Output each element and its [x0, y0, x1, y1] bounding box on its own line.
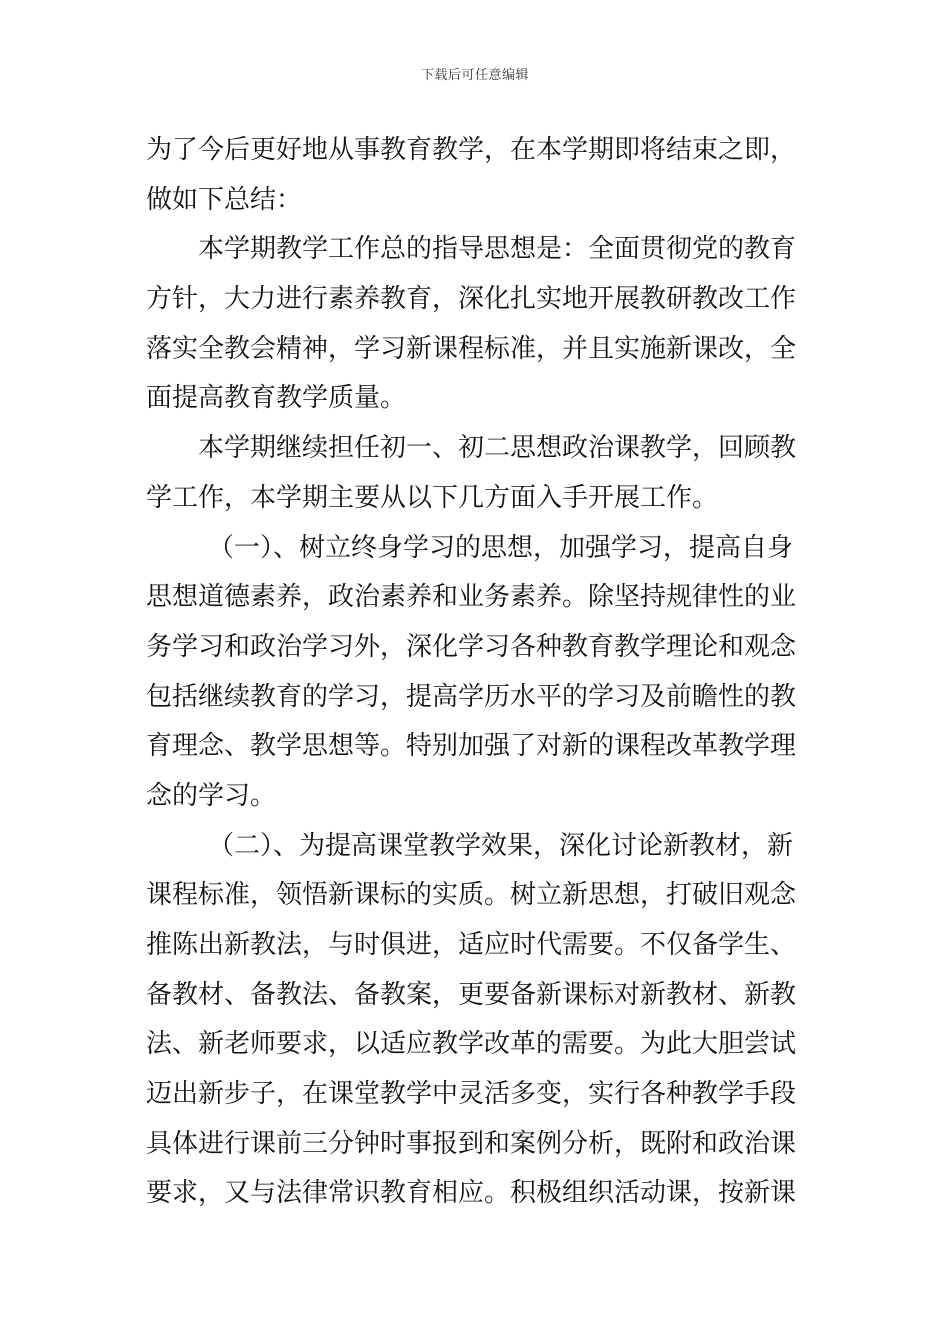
- document-body: [146, 126, 810, 1219]
- text-line: 为了今后更好地从事教育教学，在本学期即将结束之即，: [146, 135, 797, 165]
- text-line: 课程标准，领悟新课标的实质。树立新思想，打破旧观念: [146, 880, 797, 911]
- text-line: 做如下总结：: [146, 184, 303, 215]
- text-line: 学工作，本学期主要从以下几方面入手开展工作。: [146, 482, 719, 513]
- text-line: 推陈出新教法，与时俱进，适应时代需要。不仅备学生、: [146, 930, 797, 960]
- text-line: 落实全教会精神，学习新课程标准，并且实施新课改，全: [146, 333, 797, 364]
- text-line: 面提高教育教学质量。: [146, 383, 407, 414]
- text-line: 备教材、备教法、备教案，更要备新课标对新教材、新教: [146, 979, 797, 1010]
- text-line: 务学习和政治学习外，深化学习各种教育教学理论和观念: [146, 631, 797, 662]
- text-line: 本学期教学工作总的指导思想是：全面贯彻党的教育: [198, 234, 797, 265]
- text-line: 迈出新步子，在课堂教学中灵活多变，实行各种教学手段: [146, 1079, 797, 1110]
- text-line: 具体进行课前三分钟时事报到和案例分析，既附和政治课: [146, 1128, 797, 1159]
- text-line: （一）、树立终身学习的思想，加强学习，提高自身: [208, 532, 794, 563]
- text-line: 法、新老师要求，以适应教学改革的需要。为此大胆尝试: [146, 1029, 797, 1060]
- text-line: （二）、为提高课堂教学效果，深化讨论新教材，新: [208, 830, 794, 861]
- text-line: 包括继续教育的学习，提高学历水平的学习及前瞻性的教: [146, 681, 797, 712]
- text-line: 育理念、教学思想等。特别加强了对新的课程改革教学理: [146, 731, 797, 762]
- text-line: 思想道德素养，政治素养和业务素养。除坚持规律性的业: [146, 582, 797, 613]
- text-line: 方针，大力进行素养教育，深化扎实地开展教研教改工作: [146, 284, 797, 315]
- text-line: 要求，又与法律常识教育相应。积极组织活动课，按新课: [146, 1178, 797, 1209]
- text-line: 本学期继续担任初一、初二思想政治课教学，回顾教: [198, 433, 797, 464]
- text-line: 念的学习。: [146, 780, 277, 811]
- page-header-note: 下载后可任意编辑: [420, 68, 529, 83]
